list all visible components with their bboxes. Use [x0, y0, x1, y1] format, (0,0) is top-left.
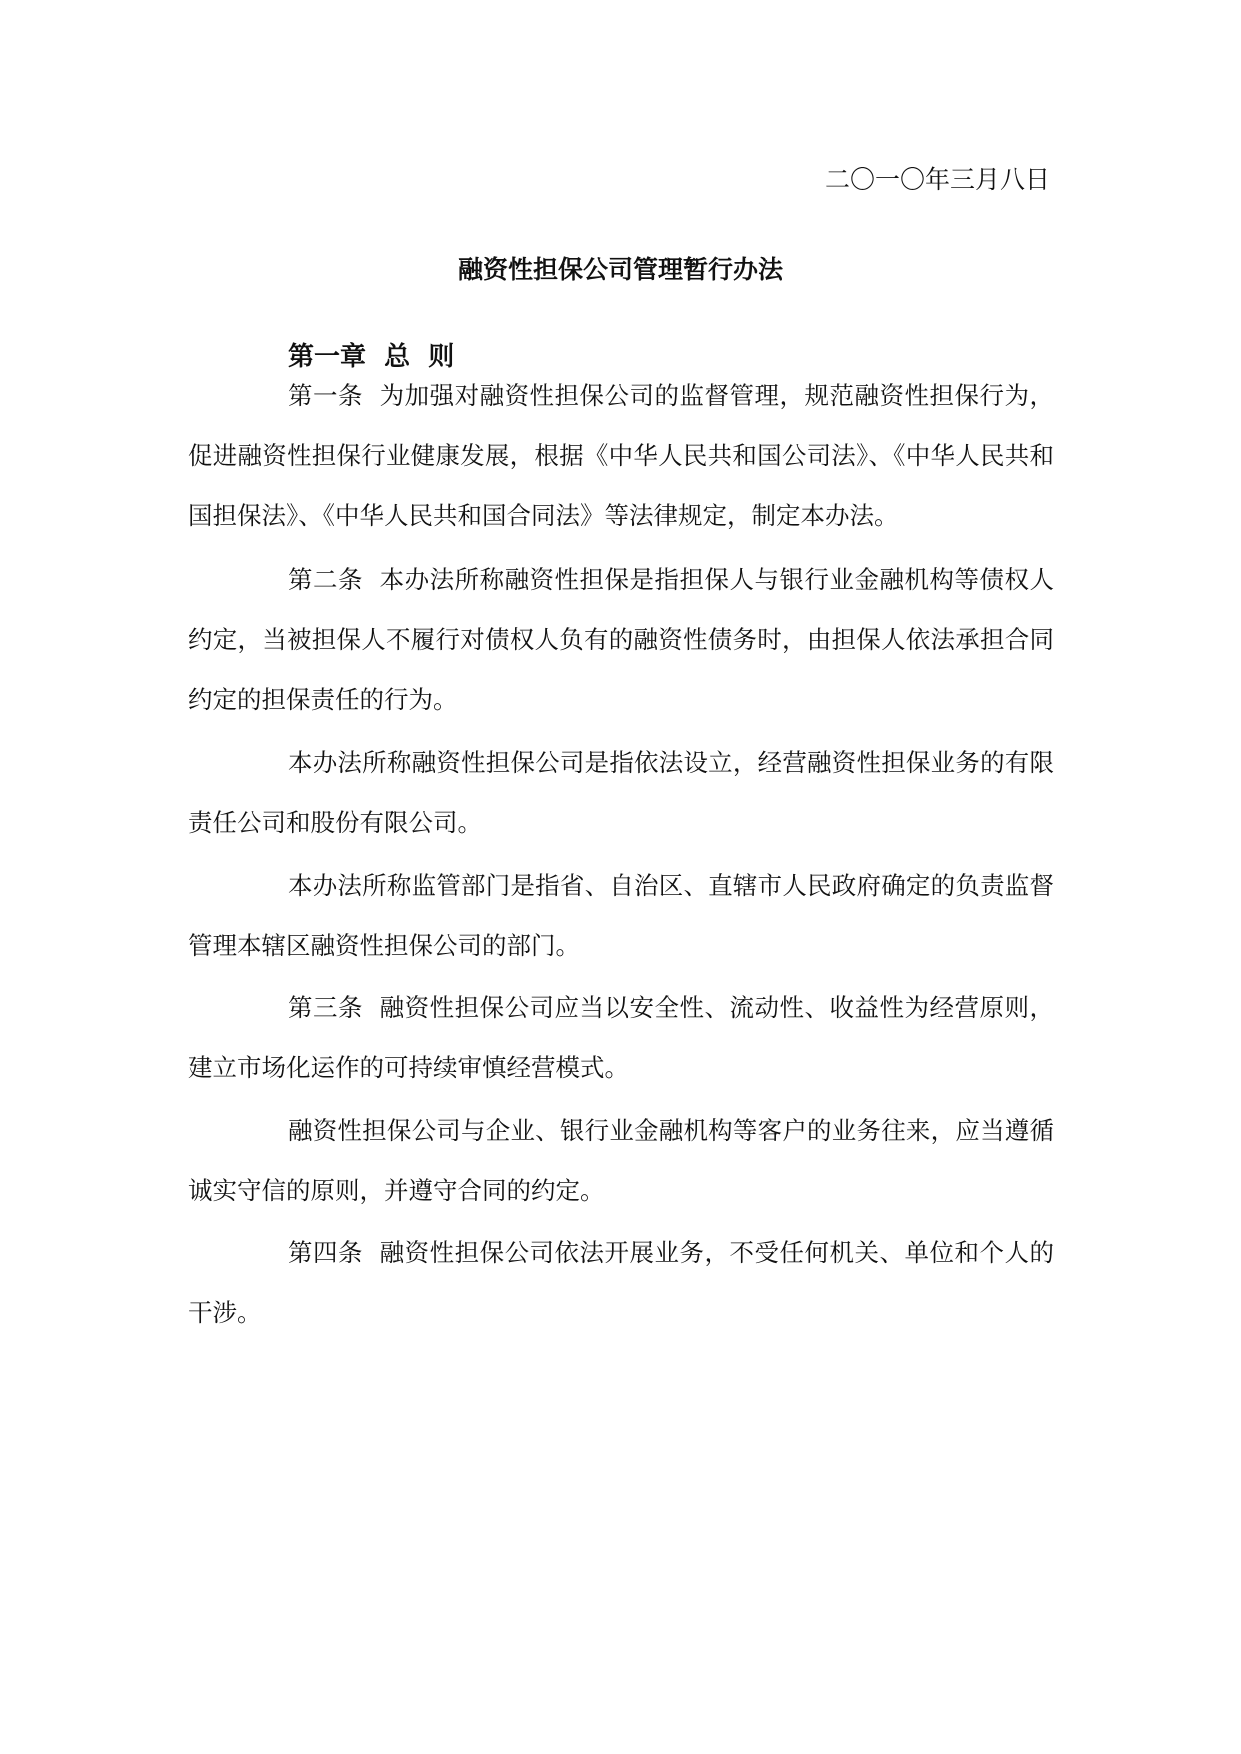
- paragraph-text: 融资性担保公司与企业、银行业金融机构等客户的业务往来，应当遵循诚实守信的原则，并遵守合同的约定。: [188, 1116, 1054, 1205]
- chapter-heading: 第一章 总 则: [288, 342, 455, 372]
- paragraph-text: 本办法所称融资性担保公司是指依法设立，经营融资性担保业务的有限责任公司和股份有限公司。: [188, 748, 1054, 837]
- article-paragraph: [188, 1223, 1054, 1343]
- paragraph: [188, 733, 1054, 853]
- article-paragraph: [188, 366, 1054, 546]
- article-paragraph: [188, 550, 1054, 730]
- paragraph-text: 融资性担保公司应当以安全性、流动性、收益性为经营原则，建立市场化运作的可持续审慎经营模式。: [188, 993, 1055, 1082]
- document-title: 融资性担保公司管理暂行办法: [457, 255, 783, 284]
- paragraph-text: 本办法所称监管部门是指省、自治区、直辖市人民政府确定的负责监督管理本辖区融资性担保公司的部门。: [188, 871, 1054, 960]
- paragraph: [188, 1101, 1054, 1221]
- article-number: 第四条: [288, 1238, 363, 1267]
- paragraph: [188, 856, 1054, 976]
- article-paragraph: [188, 978, 1054, 1098]
- article-number: 第一条: [288, 381, 363, 410]
- document-date: 二〇一〇年三月八日: [824, 165, 1050, 194]
- paragraph-text: 融资性担保公司依法开展业务，不受任何机关、单位和个人的干涉。: [188, 1238, 1055, 1327]
- article-number: 第二条: [288, 565, 363, 594]
- paragraph-text: 为加强对融资性担保公司的监督管理，规范融资性担保行为，促进融资性担保行业健康发展，根据《中华人民共和国公司法》、《中华人民共和国担保法》、《中华人民共和国合同法》等法律规定，制定本办法。: [188, 381, 1055, 530]
- paragraph-text: 本办法所称融资性担保是指担保人与银行业金融机构等债权人约定，当被担保人不履行对债权人负有的融资性债务时，由担保人依法承担合同约定的担保责任的行为。: [188, 565, 1055, 714]
- article-number: 第三条: [288, 993, 363, 1022]
